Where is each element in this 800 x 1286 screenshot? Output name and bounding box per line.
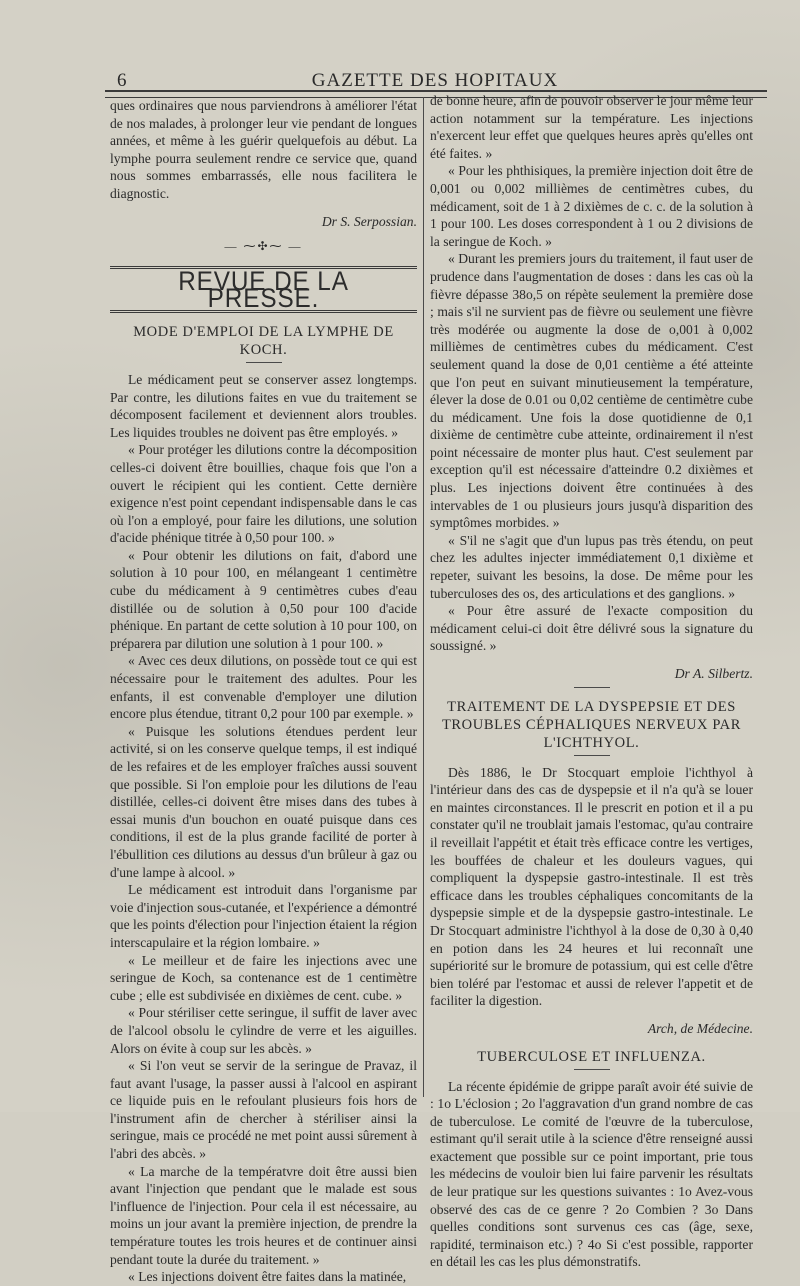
journal-title: GAZETTE DES HOPITAUX [311,70,559,91]
paragraph: « Pour les phthisiques, la première injection doit être de 0,001 ou 0,002 millièmes de centimètres cubes, du médicament, soit de 1 à 2 dixièmes de c. c. de la solution à 1 pour 100. Les doses correspondent à 1 ou 2 divisions de la seringue de Koch. » [430,163,753,249]
paragraph: « Avec ces deux dilutions, on possède tout ce qui est nécessaire pour le traitement des adultes. Pour les enfants, il est convenable d'employer une dilution encore plus étendue, titrant 0,2 pour 100 par exemple. » [110,653,417,722]
paragraph: « Pour stériliser cette seringue, il suffit de laver avec de l'alcool obsolu le cylindre de verre et les aiguilles. Alors on évite à coup sur les abcès. » [110,1005,417,1056]
article-title: TRAITEMENT DE LA DYSPEPSIE ET DES TROUBLES CÉPHALIQUES NERVEUX PAR L'ICHTHYOL. [441,698,742,751]
paragraph: « Si l'on veut se servir de la seringue de Pravaz, il faut avant l'usage, la passer aussi à l'alcool en aspirant ce liquide puis en le refoulant plusieurs fois hors de l'instrument afin de chercher à stériliser ainsi la seringue, mais ce procédé ne met point aussi sûrement à l'abri des abcès. » [110,1058,417,1162]
paragraph: « Pour être assuré de l'exacte composition du médicament celui-ci doit être délivré sous la signature du soussigné. » [430,603,753,654]
title-rule [246,362,282,363]
left-column [110,97,417,1286]
section-banner [110,266,417,313]
paragraph: ques ordinaires que nous parviendrons à améliorer l'état de nos malades, à prolonger leur vie pendant de longues années, et même à les guérir quelquefois au début. La lymphe pourra seulement rendre ce service que, quand nous sommes embarrassés, elle nous facilitera le diagnostic. [110,98,417,201]
paragraph: « S'il ne s'agit que d'un lupus pas très étendu, on peut chez les adultes injecter immédiatement 0,1 dixième et repeter, suivant les besoins, la dose. De même pour les tuberculoses des os, des articulations et des ganglions. » [430,532,753,601]
paragraph: « Le meilleur et de faire les injections avec une seringue de Koch, sa contenance est de 1 centimètre cube ; elle est subdivisée en dixièmes de cent. cube. » [110,952,417,1003]
section-rule [574,687,610,688]
signature: Arch, de Médecine. [647,1020,753,1036]
article-title: TUBERCULOSE ET INFLUENZA. [477,1048,706,1065]
paragraph: « Puisque les solutions étendues perdent leur activité, si on les conserve quelque temps, il est indiqué de les refaires et de les employer fraîches aussi souvent que possible. Si l'on emploie pour les dilutions de l'eau distillée, celles-ci doivent être mises dans des tubes à essai munis d'un bouchon en ouaté puisque dans ces conditions, il est de la plus grande facilité de porter à l'ébullition ces dilutions au dessus d'un brûleur à gaz ou d'une lampe à alcool. » [110,723,417,880]
signature: Dr S. Serpossian. [321,213,417,229]
paragraph: « Durant les premiers jours du traitement, il faut user de prudence dans l'augmentation de doses : dans les cas où la fièvre dépasse 38o,5 on répète seulement la première dose ; mais s'il ne survient pas de fièvre ou seulement une fièvre très modérée ou augmente la dose de o,001 à 0,002 millièmes de centimètres cubes du médicament. C'est seulement quand la dose de 0,01 centième a été atteinte que l'on peut en suivant minutieusement la température, élever la dose de 0.01 ou 0,02 centième de centimètre cube du médicament. Une fois la dose quotidienne de 0,1 dixième de centimètre cube atteinte, ordinairement il n'est point nécessaire de monter plus haut. C'est seulement par exception qu'il est nécessaire d'atteindre 0.2 dixièmes et plus. Les injections doivent être continuées à des intervables de 1 ou plusieurs jours jusqu'à disparition des symptômes morbides. » [430,251,753,531]
right-column [430,92,753,1271]
title-rule [574,755,610,756]
paragraph: Dès 1886, le Dr Stocquart emploie l'ichthyol à l'intérieur dans des cas de dyspepsie et il n'a qu'à se louer en maintes circonstances. Il le prescrit en potion et il a pu constater qu'il ne troublait jamais l'estomac, qu'au contraire il reveillait l'appétit et était très efficace contre les vertiges, les bouffées de chaleur et les douleurs vagues, qui compliquent la dyspepsie gastro-intestinale. Il est très efficace dans les troubles céphaliques concomitants de la dyspepsie simple et de la dyspepsie gastro-intestinale. Le Dr Stocquart administre l'ichthyol à la dose de 0,30 à 0,40 en potion dans les 24 heures et lui reconnaît une supériorité sur le bromure de potassium, qui est celle d'être bien toléré par l'estomac et aussi de relever l'appetit et de faciliter la digestion. [430,764,753,1009]
paragraph: La récente épidémie de grippe paraît avoir été suivie de : 1o L'éclosion ; 2o l'aggravation d'un grand nombre de cas de tuberculose. Le comité de l'œuvre de la tuberculose, estimant qu'il serait utile à la science d'être renseigné aussi exactement que possible sur ce point important, prie tous les médecins de vouloir bien lui faire parvenir les résultats de leur pratique sur les questions suivantes : 1o Avez-vous observé des cas de ce genre ? 2o Combien ? 3o Dans quelles conditions sont survenus ces cas (âge, sexe, rapidité, terminaison etc.) ? 4o Si c'est possible, rapporter en détail les cas les plus démonstratifs. [430,1078,753,1270]
paragraph: Le médicament peut se conserver assez longtemps. Par contre, les dilutions faites en vue du traitement se décomposent facilement et deviennent alors troubles. Les liquides troubles ne doivent pas être employés. » [110,371,417,440]
paragraph: Le médicament est introduit dans l'organisme par voie d'injection sous-cutanée, et l'expérience a démontré que les points d'élection pour l'injection étaient la région interscapulaire et la région lombaire. » [110,882,417,950]
column-divider [423,97,424,1097]
paragraph: « La marche de la températvre doit être aussi bien avant l'injection que pendant que le malade est sous l'influence de l'injection. Pour cela il est nécessaire, au moins un jour avant la première injection, de prendre la température toutes les trois heures et de continuer ainsi pendant toute la durée du traitement. » [110,1163,417,1267]
section-banner-title: REVUE DE LA PRESSE. [178,265,349,314]
running-header [105,70,765,92]
paragraph: de bonne heure, afin de pouvoir observer le jour même leur action notamment sur la température. Les injections n'exercent leur effet que quelques heures après qu'elles ont été faites. » [430,93,753,161]
signature: Dr A. Silbertz. [674,666,753,681]
article-title: MODE D'EMPLOI DE LA LYMPHE DE KOCH. [133,323,394,358]
paragraph: « Les injections doivent être faites dans la matinée, [128,1269,407,1285]
paragraph: « Pour protéger les dilutions contre la décomposition celles-ci doivent être bouillies, chaque fois que l'on a ouvert le récipient qui les contient. Cette dernière exigence n'est point cependant indispensable dans le cas où l'on a employé, pour faire les dilutions, une solution d'acide phénique titrée à 0,50 pour 100. » [110,442,417,546]
title-rule [574,1069,610,1070]
page-number: 6 [117,70,127,91]
ornament: — ⁓✣⁓ — [224,239,303,254]
paragraph: « Pour obtenir les dilutions on fait, d'abord une solution à 10 pour 100, en mélangeant 1 centimètre cube du médicament à 9 centimètres cubes d'eau distillée ou de solution à 0,50 pour 100 d'acide phénique. En partant de cette solution à 10 pour 100, on préparera par dilution une solution à 1 pour 100. » [110,547,417,651]
